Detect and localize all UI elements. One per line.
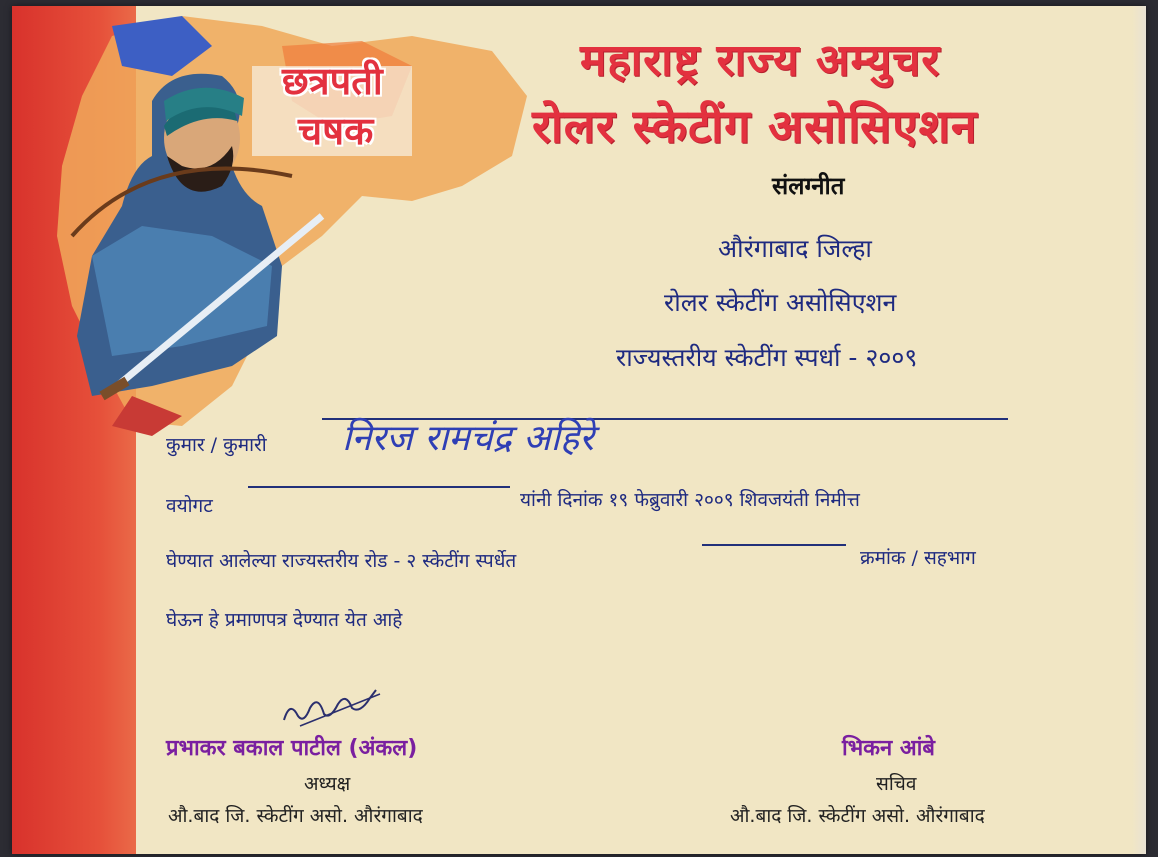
left-signatory-role: अध्यक्ष [304,773,351,795]
cup-title-line2: चषक [298,109,374,153]
date-text: यांनी दिनांक १९ फेब्रुवारी २००९ शिवजयंती निमीत्त [520,489,860,511]
association-title-line1: महाराष्ट्र राज्य अम्युचर [580,35,941,86]
rank-underline [702,544,846,546]
district-line1: औरंगाबाद जिल्हा [718,234,872,263]
rank-label: क्रमांक / सहभाग [860,547,976,569]
association-title-line2: रोलर स्केटींग असोसिएशन [532,99,978,153]
certificate [12,6,1146,854]
card-edge [1132,6,1146,854]
right-signatory-role: सचिव [876,773,917,795]
name-label: कुमार / कुमारी [166,434,267,456]
right-signatory-org: औ.बाद जि. स्केटींग असो. औरंगाबाद [730,805,985,827]
race-text: घेण्यात आलेल्या राज्यस्तरीय रोड - २ स्केटींग स्पर्धेत [166,550,517,572]
affiliated-label: संलग्नीत [772,172,845,200]
district-line2: रोलर स्केटींग असोसिएशन [664,288,897,317]
recipient-name: निरज रामचंद्र अहिरे [342,418,594,459]
cup-title-line1: छत्रपती [282,59,383,103]
left-signatory-org: औ.बाद जि. स्केटींग असो. औरंगाबाद [168,805,423,827]
age-underline [248,486,510,488]
age-label: वयोगट [166,495,213,517]
event-title: राज्यस्तरीय स्केटींग स्पर्धा - २००९ [616,343,918,372]
closing-text: घेऊन हे प्रमाणपत्र देण्यात येत आहे [166,609,403,631]
left-signatory-name: प्रभाकर बकाल पाटील (अंकल) [166,736,418,761]
signature-scribble [280,680,390,730]
right-signatory-name: भिकन आंबे [842,736,935,761]
